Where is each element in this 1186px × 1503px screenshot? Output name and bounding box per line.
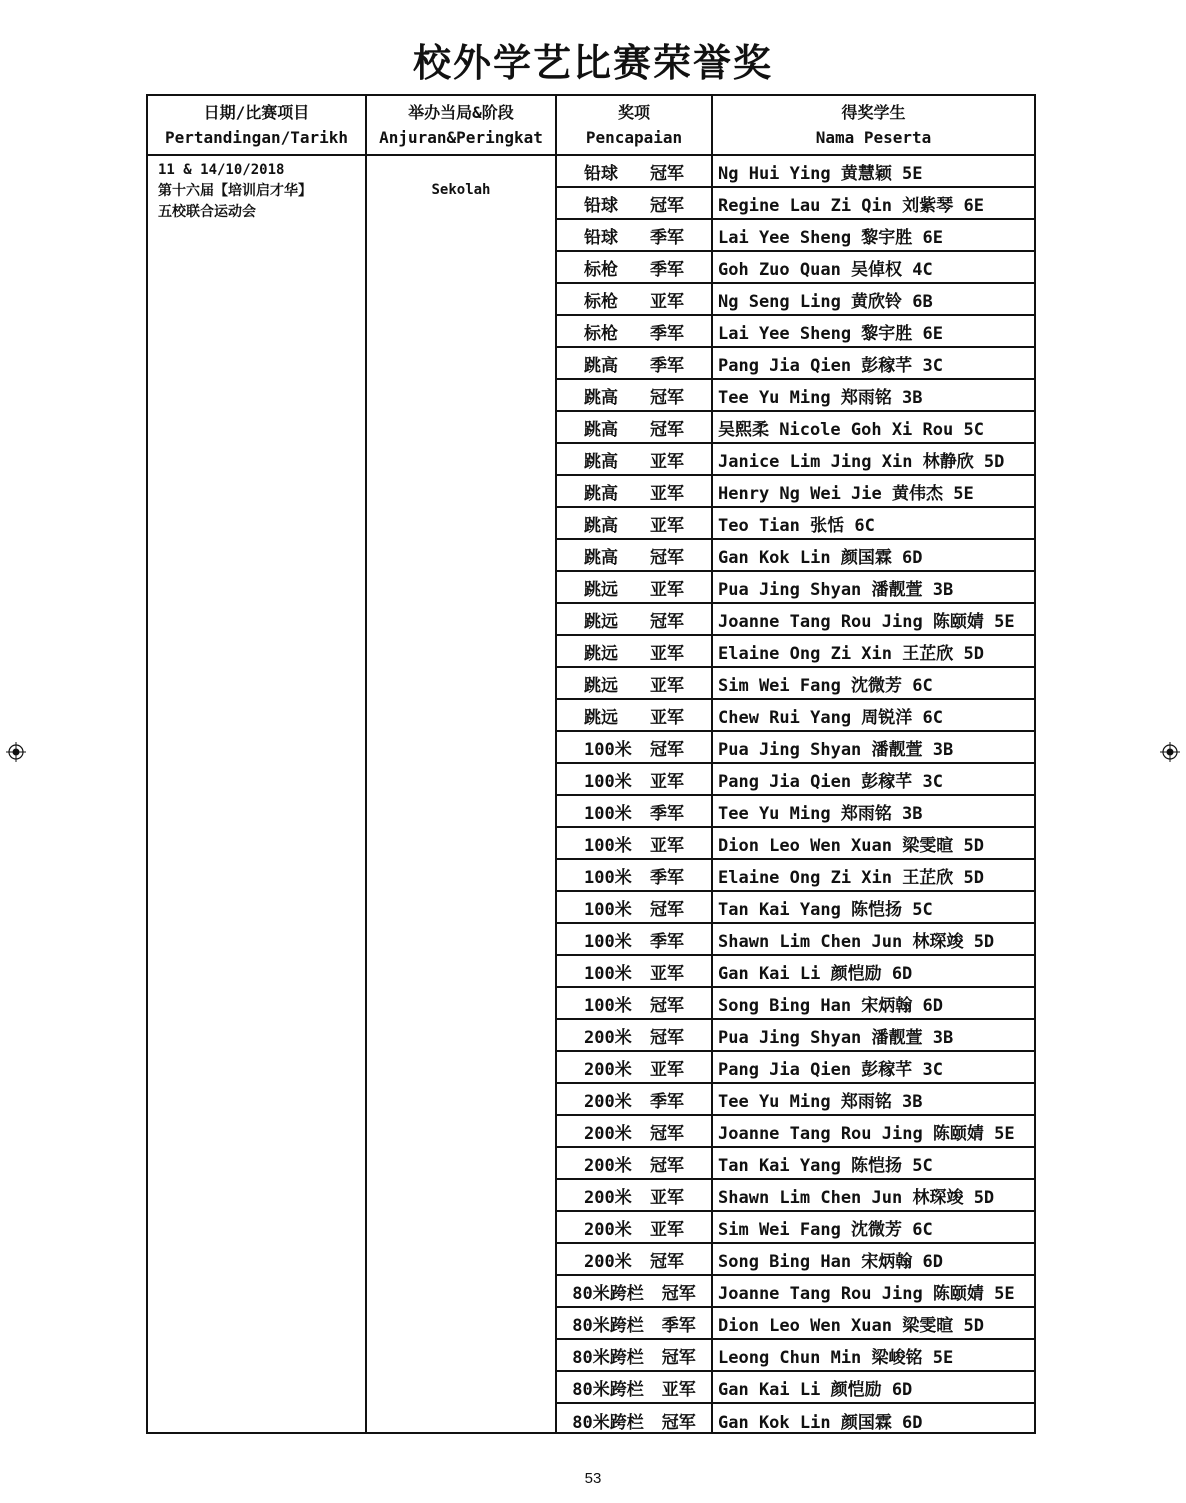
event-name: 200米 (584, 1219, 632, 1240)
table-row (557, 1180, 1034, 1212)
award-cell (557, 508, 711, 538)
event-name: 100米 (584, 995, 632, 1016)
award-cell (557, 1052, 711, 1082)
event-name: 100米 (584, 899, 632, 920)
table-row (557, 604, 1034, 636)
placing: 季军 (650, 227, 684, 248)
competition-name-line1: 第十六届【培训启才华】 (158, 183, 312, 199)
table-row (557, 924, 1034, 956)
awards-table (146, 94, 1036, 1434)
award-cell (557, 636, 711, 666)
student-name: Elaine Ong Zi Xin 王芷欣 5D (718, 867, 984, 888)
award-cell (557, 380, 711, 410)
placing: 季军 (650, 803, 684, 824)
event-name: 铅球 (584, 195, 618, 216)
table-row (557, 1212, 1034, 1244)
header-label-zh: 奖项 (617, 103, 650, 122)
event-name: 80米跨栏 (572, 1347, 644, 1368)
award-cell (557, 284, 711, 314)
placing: 冠军 (650, 995, 684, 1016)
award-cell (557, 700, 711, 730)
header-organizer-level (367, 96, 555, 154)
student-name: Chew Rui Yang 周锐洋 6C (718, 707, 943, 728)
competition-date: 11 & 14/10/2018 (158, 162, 285, 178)
placing: 冠军 (661, 1347, 696, 1368)
table-row (557, 1116, 1034, 1148)
table-row (557, 988, 1034, 1020)
student-name: Song Bing Han 宋炳翰 6D (718, 1251, 943, 1272)
award-cell (557, 828, 711, 858)
student-name: 吴熙柔 Nicole Goh Xi Rou 5C (718, 419, 984, 440)
student-name: Joanne Tang Rou Jing 陈颐婧 5E (718, 611, 1015, 632)
placing: 季军 (650, 867, 684, 888)
student-name: Sim Wei Fang 沈微芳 6C (718, 675, 933, 696)
event-name: 跳高 (584, 451, 618, 472)
placing: 冠军 (650, 1123, 684, 1144)
organizer-level: Sekolah (431, 182, 491, 198)
event-name: 200米 (584, 1091, 632, 1112)
award-cell (557, 252, 711, 282)
placing: 亚军 (661, 1379, 696, 1400)
placing: 冠军 (661, 1283, 696, 1304)
award-rows (557, 156, 1034, 1436)
event-name: 200米 (584, 1123, 632, 1144)
award-cell (557, 1340, 711, 1370)
event-name: 80米跨栏 (572, 1315, 644, 1336)
table-row (557, 1404, 1034, 1436)
student-name: Lai Yee Sheng 黎宇胜 6E (718, 323, 943, 344)
event-name: 标枪 (584, 259, 618, 280)
placing: 冠军 (650, 1027, 684, 1048)
header-label-ms: Anjuran&Peringkat (379, 128, 543, 147)
student-name: Pang Jia Qien 彭稼芊 3C (718, 355, 943, 376)
student-name: Tan Kai Yang 陈恺扬 5C (718, 899, 933, 920)
event-name: 铅球 (584, 163, 618, 184)
award-cell (557, 1148, 711, 1178)
table-row (557, 508, 1034, 540)
header-label-zh: 举办当局&阶段 (408, 103, 514, 122)
award-cell (557, 476, 711, 506)
student-name: Pang Jia Qien 彭稼芊 3C (718, 1059, 943, 1080)
student-name: Gan Kai Li 颜恺励 6D (718, 963, 913, 984)
student-name: Pua Jing Shyan 潘靓萱 3B (718, 1027, 954, 1048)
table-row (557, 156, 1034, 188)
student-name: Joanne Tang Rou Jing 陈颐婧 5E (718, 1283, 1015, 1304)
student-name: Tee Yu Ming 郑雨铭 3B (718, 387, 923, 408)
placing: 冠军 (650, 1251, 684, 1272)
placing: 亚军 (650, 835, 684, 856)
registration-mark-icon (1160, 742, 1180, 762)
page-title: 校外学艺比赛荣誉奖 (412, 41, 773, 85)
event-name: 跳高 (584, 515, 618, 536)
event-name: 跳远 (584, 707, 618, 728)
table-row (557, 1020, 1034, 1052)
event-name: 200米 (584, 1027, 632, 1048)
student-name: Gan Kai Li 颜恺励 6D (718, 1379, 913, 1400)
event-name: 100米 (584, 739, 632, 760)
table-row (557, 1276, 1034, 1308)
header-date-event (148, 96, 365, 154)
table-row (557, 828, 1034, 860)
award-cell (557, 156, 711, 186)
student-name: Ng Hui Ying 黄慧颖 5E (718, 163, 923, 184)
student-name: Ng Seng Ling 黄欣铃 6B (718, 291, 933, 312)
placing: 亚军 (650, 451, 684, 472)
student-name: Goh Zuo Quan 吴倬权 4C (718, 259, 933, 280)
competition-name-line2: 五校联合运动会 (158, 204, 256, 220)
event-name: 跳高 (584, 355, 618, 376)
award-cell (557, 924, 711, 954)
placing: 亚军 (650, 579, 684, 600)
placing: 冠军 (650, 195, 684, 216)
table-row (557, 700, 1034, 732)
table-row (557, 1244, 1034, 1276)
placing: 亚军 (650, 291, 684, 312)
student-name: Dion Leo Wen Xuan 梁雯暄 5D (718, 1315, 984, 1336)
placing: 亚军 (650, 707, 684, 728)
award-cell (557, 1372, 711, 1402)
header-label-zh: 得奖学生 (841, 103, 906, 122)
award-cell (557, 892, 711, 922)
event-name: 标枪 (584, 291, 618, 312)
table-row (557, 796, 1034, 828)
event-name: 跳远 (584, 579, 618, 600)
event-name: 200米 (584, 1059, 632, 1080)
table-row (557, 1308, 1034, 1340)
column-divider (365, 96, 367, 1432)
header-label-ms: Pertandingan/Tarikh (164, 128, 349, 147)
table-row (557, 572, 1034, 604)
event-name: 200米 (584, 1251, 632, 1272)
event-name: 200米 (584, 1155, 632, 1176)
table-row (557, 764, 1034, 796)
table-row (557, 1340, 1034, 1372)
student-name: Shawn Lim Chen Jun 林琛竣 5D (718, 931, 995, 952)
placing: 亚军 (650, 1059, 684, 1080)
student-name: Elaine Ong Zi Xin 王芷欣 5D (718, 643, 984, 664)
placing: 冠军 (650, 1155, 684, 1176)
award-cell (557, 316, 711, 346)
table-row (557, 476, 1034, 508)
table-row (557, 1148, 1034, 1180)
table-row (557, 860, 1034, 892)
student-name: Tee Yu Ming 郑雨铭 3B (718, 1091, 923, 1112)
event-name: 跳高 (584, 419, 618, 440)
table-row (557, 1084, 1034, 1116)
award-cell (557, 732, 711, 762)
header-student (713, 96, 1034, 154)
event-name: 80米跨栏 (572, 1412, 644, 1433)
student-name: Joanne Tang Rou Jing 陈颐婧 5E (718, 1123, 1015, 1144)
placing: 季军 (650, 259, 684, 280)
student-name: Tee Yu Ming 郑雨铭 3B (718, 803, 923, 824)
header-label-ms: Pencapaian (585, 128, 683, 147)
header-award (557, 96, 711, 154)
student-name: Leong Chun Min 梁峻铭 5E (718, 1347, 954, 1368)
award-cell (557, 1180, 711, 1210)
award-cell (557, 1212, 711, 1242)
header-label-zh: 日期/比赛项目 (203, 103, 310, 122)
student-name: Gan Kok Lin 颜国霖 6D (718, 547, 923, 568)
table-row (557, 412, 1034, 444)
placing: 季军 (650, 323, 684, 344)
table-row (557, 380, 1034, 412)
placing: 亚军 (650, 1187, 684, 1208)
event-name: 铅球 (584, 227, 618, 248)
placing: 冠军 (650, 899, 684, 920)
table-row (557, 220, 1034, 252)
award-cell (557, 956, 711, 986)
placing: 亚军 (650, 483, 684, 504)
placing: 亚军 (650, 643, 684, 664)
award-cell (557, 188, 711, 218)
competition-info (158, 160, 312, 223)
event-name: 标枪 (584, 323, 618, 344)
award-cell (557, 348, 711, 378)
event-name: 80米跨栏 (572, 1379, 644, 1400)
table-row (557, 444, 1034, 476)
award-cell (557, 764, 711, 794)
event-name: 跳高 (584, 547, 618, 568)
student-name: Pua Jing Shyan 潘靓萱 3B (718, 579, 954, 600)
placing: 亚军 (650, 963, 684, 984)
placing: 冠军 (661, 1412, 696, 1433)
placing: 季军 (661, 1315, 696, 1336)
student-name: Gan Kok Lin 颜国霖 6D (718, 1412, 923, 1433)
event-name: 跳高 (584, 387, 618, 408)
table-row (557, 1372, 1034, 1404)
event-name: 跳远 (584, 675, 618, 696)
event-name: 跳远 (584, 611, 618, 632)
student-name: Shawn Lim Chen Jun 林琛竣 5D (718, 1187, 995, 1208)
table-row (557, 732, 1034, 764)
placing: 季军 (650, 355, 684, 376)
page-number: 53 (584, 1470, 602, 1487)
table-row (557, 892, 1034, 924)
student-name: Pang Jia Qien 彭稼芊 3C (718, 771, 943, 792)
placing: 冠军 (650, 611, 684, 632)
award-cell (557, 860, 711, 890)
placing: 季军 (650, 1091, 684, 1112)
event-name: 100米 (584, 963, 632, 984)
event-name: 200米 (584, 1187, 632, 1208)
event-name: 100米 (584, 835, 632, 856)
award-cell (557, 988, 711, 1018)
event-name: 100米 (584, 867, 632, 888)
student-name: Sim Wei Fang 沈微芳 6C (718, 1219, 933, 1240)
placing: 季军 (650, 931, 684, 952)
award-cell (557, 1116, 711, 1146)
student-name: Tan Kai Yang 陈恺扬 5C (718, 1155, 933, 1176)
table-row (557, 668, 1034, 700)
student-name: Song Bing Han 宋炳翰 6D (718, 995, 943, 1016)
student-name: Pua Jing Shyan 潘靓萱 3B (718, 739, 954, 760)
placing: 亚军 (650, 1219, 684, 1240)
table-row (557, 252, 1034, 284)
award-cell (557, 1084, 711, 1114)
award-cell (557, 796, 711, 826)
table-row (557, 540, 1034, 572)
registration-mark-icon (6, 742, 26, 762)
event-name: 100米 (584, 931, 632, 952)
award-cell (557, 220, 711, 250)
table-row (557, 636, 1034, 668)
placing: 亚军 (650, 675, 684, 696)
award-cell (557, 1404, 711, 1436)
student-name: Janice Lim Jing Xin 林静欣 5D (718, 451, 1005, 472)
table-row (557, 1052, 1034, 1084)
award-cell (557, 1244, 711, 1274)
award-cell (557, 1020, 711, 1050)
event-name: 跳远 (584, 643, 618, 664)
placing: 冠军 (650, 387, 684, 408)
event-name: 跳高 (584, 483, 618, 504)
event-name: 100米 (584, 771, 632, 792)
table-row (557, 284, 1034, 316)
placing: 冠军 (650, 547, 684, 568)
award-cell (557, 444, 711, 474)
award-cell (557, 1276, 711, 1306)
event-name: 100米 (584, 803, 632, 824)
placing: 亚军 (650, 515, 684, 536)
student-name: Regine Lau Zi Qin 刘紫琴 6E (718, 195, 984, 216)
event-name: 80米跨栏 (572, 1283, 644, 1304)
student-name: Teo Tian 张恬 6C (718, 515, 875, 536)
table-row (557, 316, 1034, 348)
placing: 亚军 (650, 771, 684, 792)
award-cell (557, 1308, 711, 1338)
table-row (557, 956, 1034, 988)
award-cell (557, 604, 711, 634)
placing: 冠军 (650, 163, 684, 184)
table-row (557, 188, 1034, 220)
award-cell (557, 668, 711, 698)
header-label-ms: Nama Peserta (815, 128, 932, 147)
student-name: Dion Leo Wen Xuan 梁雯暄 5D (718, 835, 984, 856)
student-name: Lai Yee Sheng 黎宇胜 6E (718, 227, 943, 248)
placing: 冠军 (650, 419, 684, 440)
award-cell (557, 572, 711, 602)
table-row (557, 348, 1034, 380)
student-name: Henry Ng Wei Jie 黄伟杰 5E (718, 483, 974, 504)
award-cell (557, 412, 711, 442)
award-cell (557, 540, 711, 570)
placing: 冠军 (650, 739, 684, 760)
